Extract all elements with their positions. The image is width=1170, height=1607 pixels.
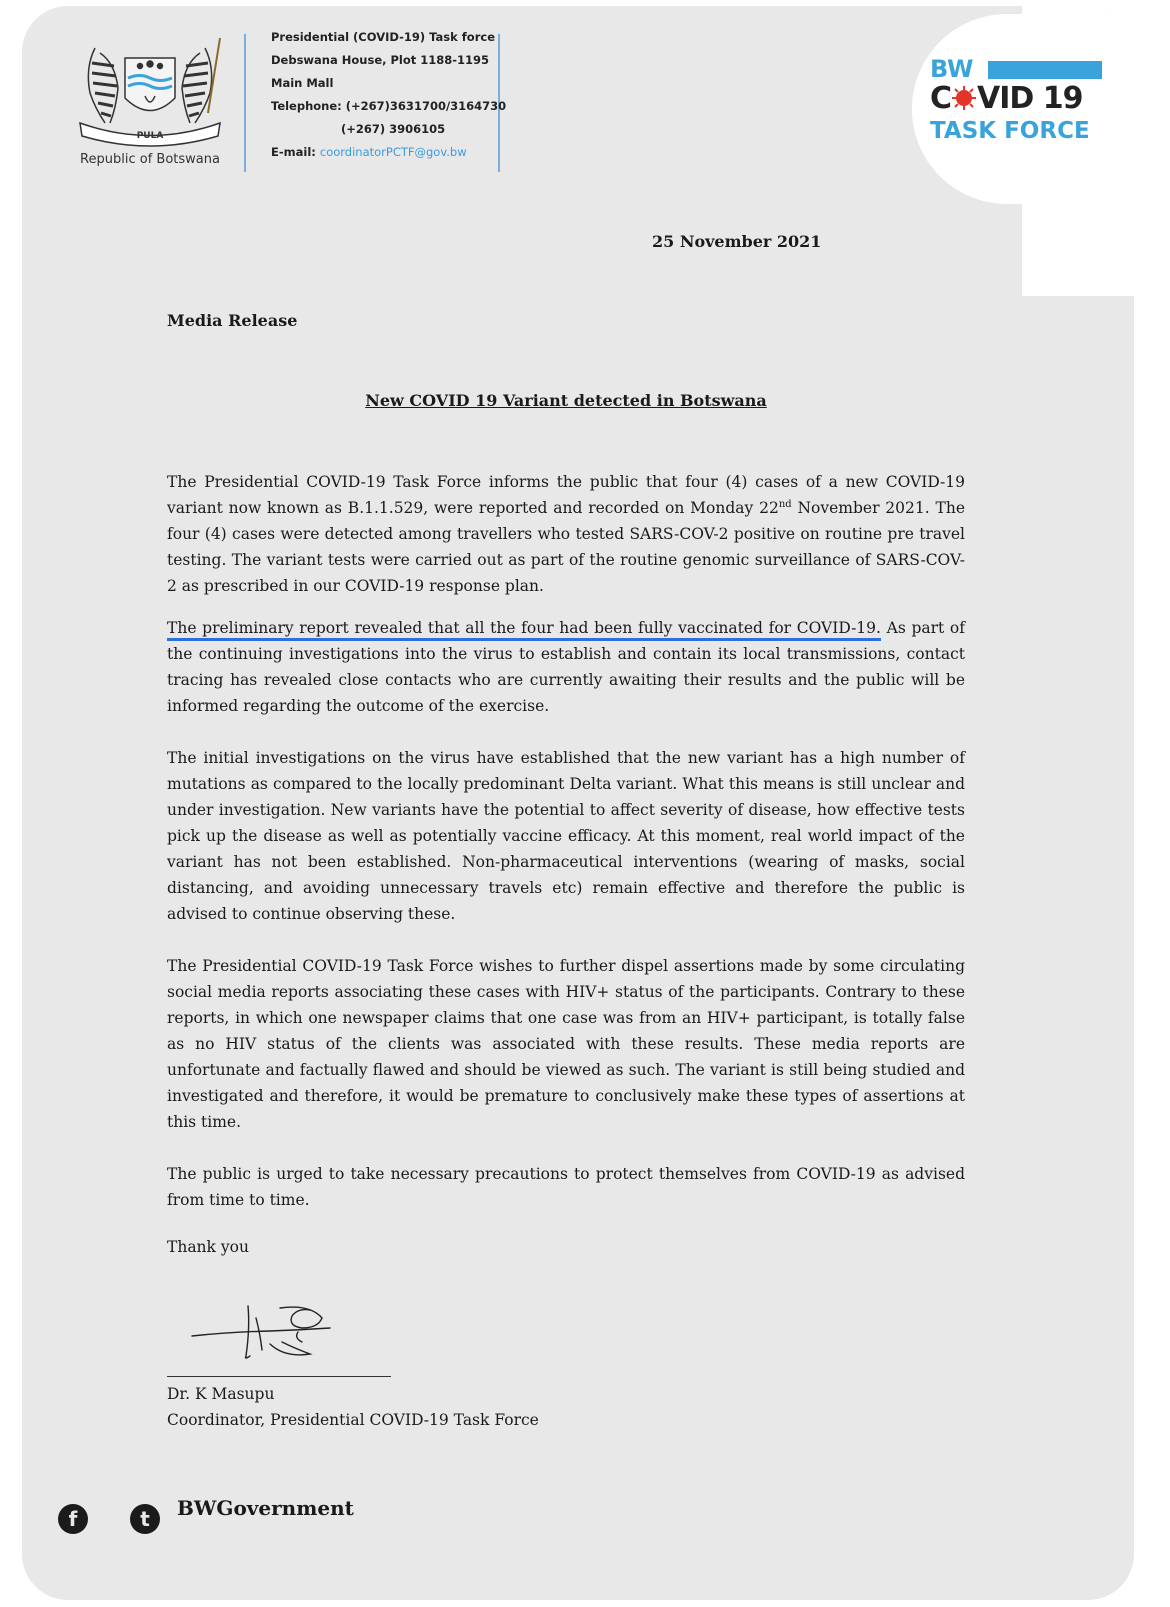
- logo-covid-suffix: VID 19: [977, 81, 1083, 116]
- covid-virus-icon: [951, 85, 977, 111]
- paragraph-3: The initial investigations on the virus have established that the new variant has a high number of mutations as compared to the locally predominant Delta variant. What this means is still unclear and under investigation. New variants have the potential to affect severity of disease, how effective tests pick up the disease as well as potentially vaccine efficacy. At this moment, real world impact of the variant has not been established. Non-pharmaceutical interventions (wearing of masks, social distancing, and avoiding unnecessary travels etc) remain effective and therefore the public is advised to continue observing these.: [167, 749, 965, 923]
- paragraph-1: [167, 469, 965, 599]
- paragraph-5: The public is urged to take necessary precautions to protect themselves from COVID-19 as advised from time to time.: [167, 1165, 965, 1209]
- org-name: Presidential (COVID-19) Task force: [271, 30, 495, 44]
- country-label: Republic of Botswana: [80, 152, 220, 167]
- coat-of-arms-icon: [70, 28, 230, 148]
- signatory-title: Coordinator, Presidential COVID-19 Task Force: [167, 1411, 539, 1429]
- covid-task-force-logo: [930, 56, 1130, 156]
- paragraph-1-sup: nd: [778, 498, 792, 510]
- paragraph-2: [167, 615, 965, 719]
- signature-line: [167, 1376, 391, 1377]
- contact-block: [271, 26, 507, 164]
- logo-task-force: TASK FORCE: [930, 118, 1090, 144]
- highlighted-sentence: The preliminary report revealed that all the four had been fully vaccinated for COVID-19.: [167, 619, 881, 637]
- telephone-row: [271, 95, 507, 118]
- twitter-icon[interactable]: t: [130, 1504, 160, 1534]
- media-release-label: Media Release: [167, 311, 298, 330]
- release-date: 25 November 2021: [652, 232, 822, 251]
- signatory-name: Dr. K Masupu: [167, 1385, 275, 1403]
- address-line-2: Main Mall: [271, 76, 334, 90]
- paragraph-1-text-a: The Presidential COVID-19 Task Force informs the public that four (4) cases of a new COVID-19 variant now known as B.1.1.529, were reported and recorded on Monday 22: [167, 473, 965, 517]
- telephone-label: Telephone:: [271, 99, 342, 113]
- logo-bar: [988, 61, 1102, 79]
- telephone-1: (+267)3631700/3164730: [345, 99, 507, 113]
- page-title: New COVID 19 Variant detected in Botswana: [365, 391, 767, 410]
- email-label: E-mail:: [271, 145, 316, 159]
- svg-text:PULA: PULA: [136, 131, 164, 141]
- logo-covid: [930, 82, 1083, 116]
- logo-bw: BW: [930, 55, 974, 83]
- header-divider-left: [244, 34, 246, 172]
- closing-text: Thank you: [167, 1238, 249, 1256]
- email-row: [271, 141, 501, 164]
- facebook-icon[interactable]: f: [58, 1504, 88, 1534]
- social-handle[interactable]: BWGovernment: [177, 1496, 354, 1520]
- paragraph-2-text: As part of the continuing investigations into the virus to establish and contain its local transmissions, contact tracing has revealed close contacts who are currently awaiting their results and the public will be informed regarding the outcome of the exercise.: [167, 619, 965, 715]
- telephone-2: (+267) 3906105: [341, 122, 446, 136]
- logo-covid-prefix: C: [930, 81, 952, 116]
- paragraph-1-text-b: November 2021. The four (4) cases were detected among travellers who tested SARS-COV-2 positive on routine pre travel testing. The variant tests were carried out as part of the routine genomic surveillance of SARS-COV-2 as prescribed in our COVID-19 response plan.: [167, 499, 965, 595]
- paragraph-4: The Presidential COVID-19 Task Force wishes to further dispel assertions made by some circulating social media reports associating these cases with HIV+ status of the participants. Contrary to these reports, in which one newspaper claims that one case was from an HIV+ participant, is totally false as no HIV status of the clients was associated with these results. These media reports are unfortunate and factually flawed and should be viewed as such. The variant is still being studied and investigated and therefore, it would be premature to conclusively make these types of assertions at this time.: [167, 957, 965, 1131]
- signature-icon: [190, 1298, 340, 1364]
- address-line-1: Debswana House, Plot 1188-1195: [271, 53, 490, 67]
- email-link[interactable]: coordinatorPCTF@gov.bw: [319, 145, 467, 159]
